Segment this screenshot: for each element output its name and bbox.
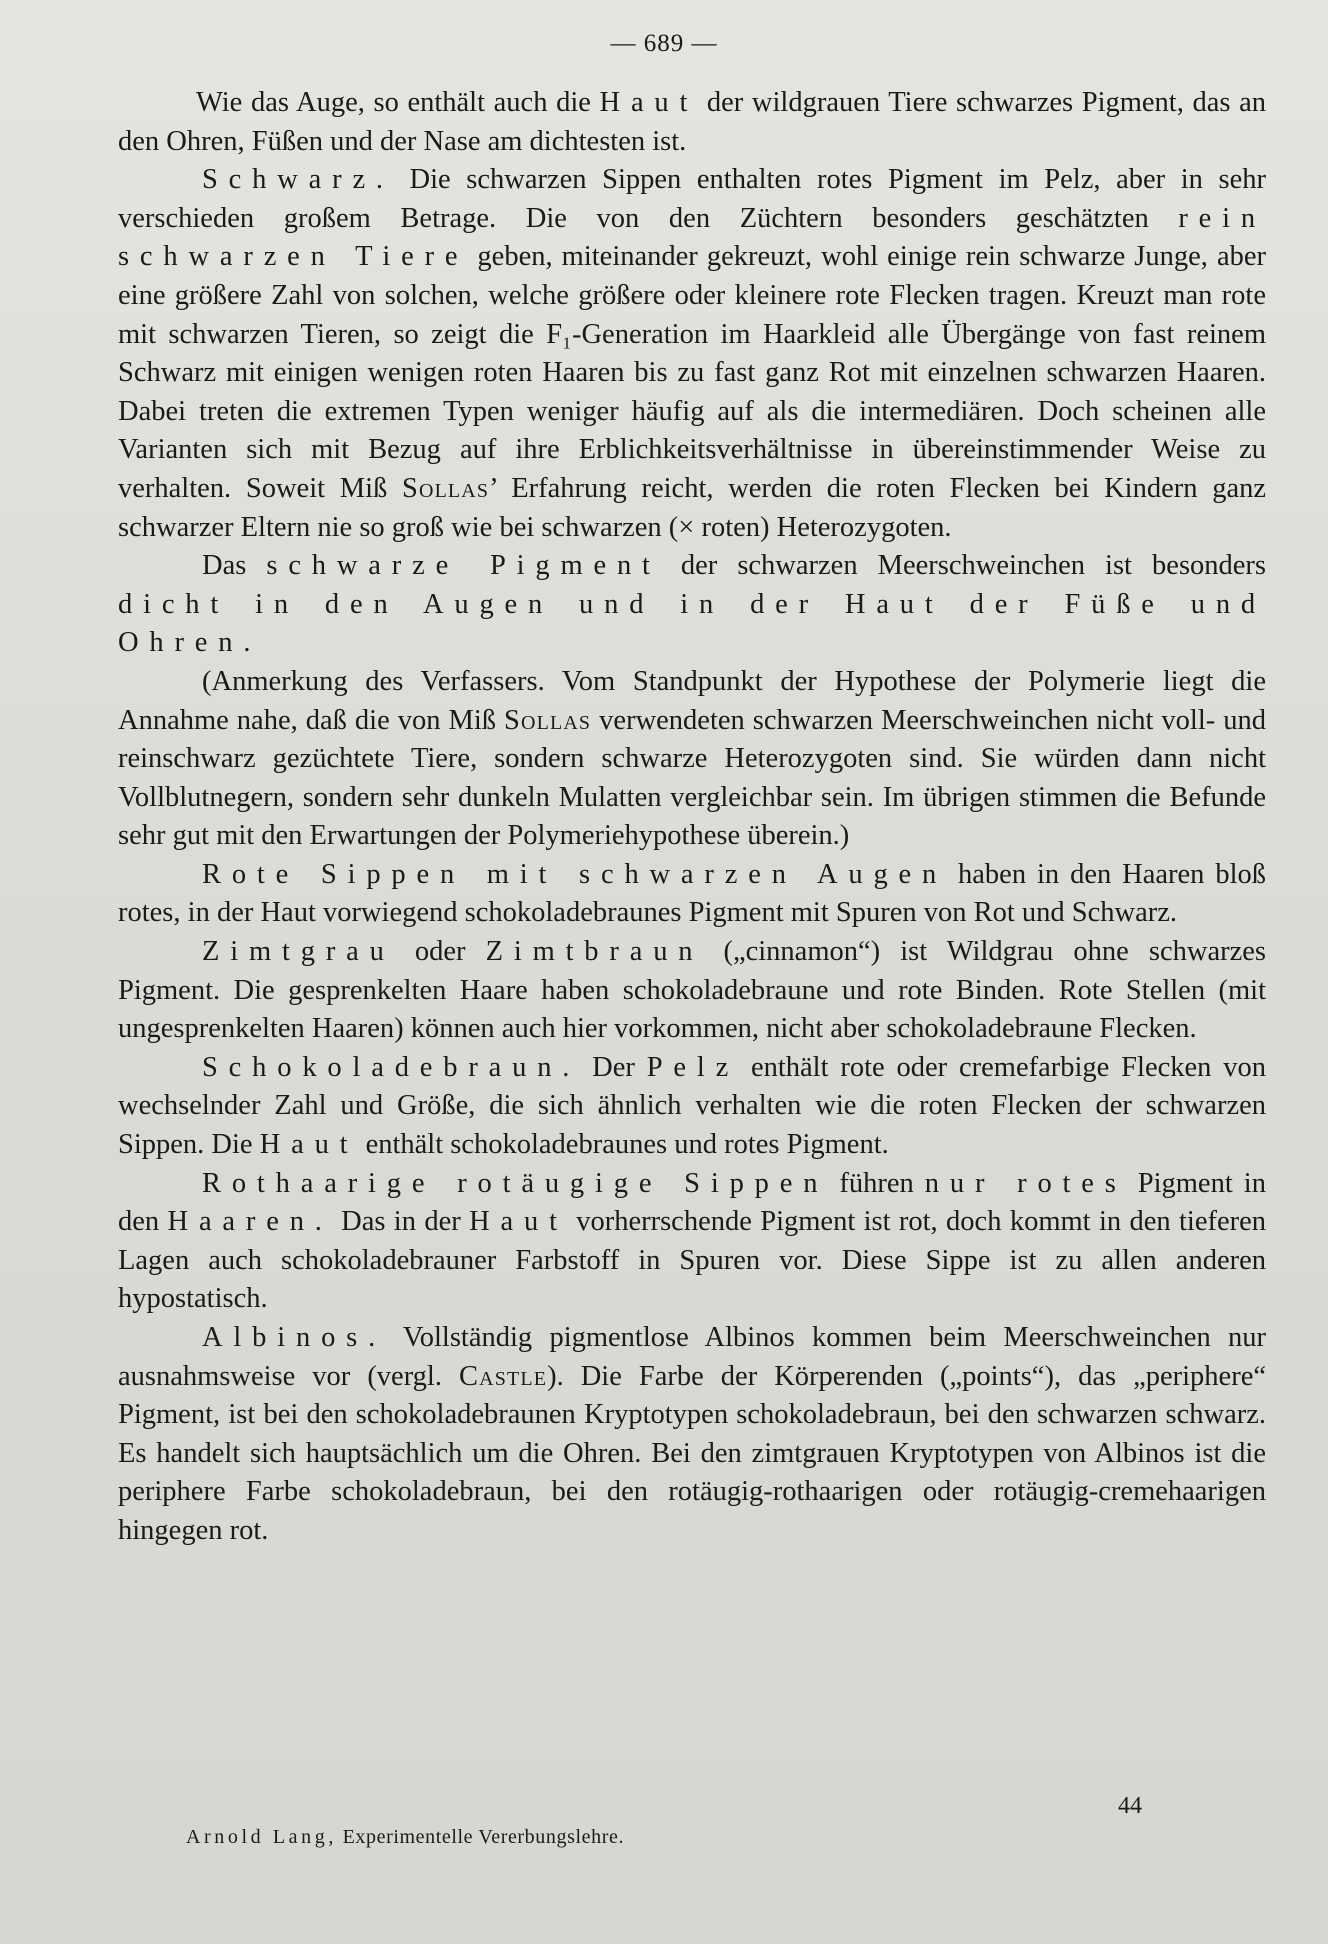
emphasized-text: Haut [259, 1129, 359, 1161]
emphasized-text: rein schwarzen Tiere [118, 202, 1266, 273]
emphasized-text: Pelz [646, 1051, 740, 1083]
paragraph-zimtgrau [118, 933, 1266, 1049]
emphasized-text: Schokoladebraun. [202, 1051, 581, 1083]
author-name: Castle [459, 1360, 548, 1392]
text-run: (Anmerkung des Verfassers. Vom Standpunkt der Hypothese der Polymerie liegt die Annahme nahe, daß die von Miß [118, 665, 1266, 736]
emphasized-text: Haaren. [167, 1206, 333, 1238]
text-run: Vollständig pigmentlose Albinos kommen beim Meerschweinchen nur ausnahmsweise vor (vergl. [118, 1322, 1266, 1392]
paragraph-anmerkung [118, 663, 1266, 856]
text-run: haben in den Haaren bloß rotes, in der Haut vorwiegend schokoladebraunes Pigment mit Spuren von Rot und Schwarz. [118, 858, 1267, 929]
emphasized-text: Zimtbraun [485, 936, 704, 968]
emphasized-text: Rothaarige rotäugige Sippen [202, 1167, 829, 1199]
text-run: Pigment in den [118, 1167, 1266, 1238]
paragraph-schwarz [118, 161, 1266, 547]
emphasized-text: Zimtgrau [202, 936, 395, 968]
paragraph-albinos [118, 1319, 1266, 1551]
text-run: Wie das Auge, so enthält auch die [196, 87, 600, 118]
emphasized-text: Haut [469, 1206, 568, 1238]
emphasized-text: nur rotes [924, 1167, 1127, 1199]
text-run: enthält rote oder cremefarbige Flecken von wechselnder Zahl und Größe, die sich ähnlich verhalten wie die roten Flecken der schwarzen Sippen. Die [118, 1051, 1266, 1161]
footer-title: Experimentelle Vererbungslehre. [342, 1826, 625, 1848]
text-run: oder [394, 936, 486, 968]
emphasized-text: schwarze Pigment [266, 550, 661, 582]
emphasized-text: Haut [599, 87, 699, 118]
emphasized-text: Schwarz. [202, 164, 394, 196]
text-run: Das [202, 550, 267, 582]
emphasized-text: dicht in den Augen und in der Haut der Füße und Ohren. [118, 588, 1266, 659]
text-run: Die schwarzen Sippen enthalten rotes Pigment im Pelz, aber in sehr verschieden großem Betrage. Die von den Züchtern besonders geschätzten [118, 164, 1266, 234]
text-run: der schwarzen Meerschweinchen ist besonders [660, 550, 1267, 582]
text-run: vorherrschende Pigment ist rot, doch kommt in den tieferen Lagen auch schokoladebrauner Farbstoff in Spuren vor. Diese Sippe ist zu allen anderen hypostatisch. [118, 1206, 1267, 1315]
text-run: führen [828, 1167, 925, 1199]
text-run: ). Die Farbe der Körperenden („points“), das „periphere“ Pigment, ist bei den schokoladebraunen Kryptotypen schokoladebraun, bei den schwarzen schwarz. Es handelt sich hauptsächlich um die Ohren. Bei den zimtgrauen Kryptotypen von Albinos ist die periphere Farbe schokoladebraun, bei den rotäugig-rothaarigen oder rotäugig-cremehaarigen hingegen rot. [118, 1360, 1266, 1546]
paragraph-haut-wildgrau [118, 84, 1266, 161]
emphasized-text: Rote Sippen mit schwarzen Augen [202, 858, 948, 890]
author-name: Sollas [402, 472, 490, 504]
paragraph-schokoladebraun [118, 1049, 1266, 1165]
paragraph-schwarze-pigment [118, 547, 1266, 663]
page-number: — 689 — [610, 30, 718, 57]
text-run: ’ Erfahrung reicht, werden die roten Flecken bei Kindern ganz schwarzer Eltern nie so groß wie bei schwarzen (× roten) Heterozygoten. [118, 472, 1266, 543]
text-run: („cinnamon“) ist Wildgrau ohne schwarzes Pigment. Die gesprenkelten Haare haben schokoladebraune und rote Binden. Rote Stellen (mit ungesprenkelten Haaren) können auch hier vorkommen, nicht aber schokoladebraune Flecken. [118, 936, 1266, 1045]
footer-author: Arnold Lang, [186, 1826, 337, 1848]
author-name: Sollas [504, 704, 592, 736]
text-run: verwendeten schwarzen Meerschweinchen nicht voll- und reinschwarz gezüchtete Tiere, sondern schwarze Heterozygoten sind. Sie würden dann nicht Vollblutnegern, sondern sehr dunkeln Mulatten vergleichbar sein. Im übrigen stimmen die Befunde sehr gut mit den Erwartungen der Polymeriehypothese überein.) [118, 704, 1266, 852]
text-run: Das in der [332, 1206, 470, 1238]
text-run: der wildgrauen Tiere schwarzes Pigment, das an den Ohren, Füßen und der Nase am dichtesten ist. [118, 87, 1266, 157]
emphasized-text: Albinos. [202, 1322, 387, 1353]
paragraph-rothaarige [118, 1165, 1266, 1319]
footer-book-title [186, 1826, 624, 1849]
text-run: enthält schokoladebraunes und rotes Pigment. [358, 1129, 889, 1161]
body-text [118, 84, 1266, 1551]
signature-mark: 44 [1118, 1793, 1142, 1819]
text-run: Der [580, 1051, 647, 1083]
paragraph-rote-sippen [118, 856, 1266, 933]
text-run: geben, miteinander gekreuzt, wohl einige rein schwarze Junge, aber eine größere Zahl von solchen, welche größere oder kleinere rote Flecken tragen. Kreuzt man rote mit schwarzen Tieren, so zeigt die F₁-Generation im Haarkleid alle Übergänge von fast reinem Schwarz mit einigen wenigen roten Haaren bis zu fast ganz Rot mit einzelnen schwarzen Haaren. Dabei treten die extremen Typen weniger häufig auf als die intermediären. Doch scheinen alle Varianten sich mit Bezug auf ihre Erblichkeitsverhältnisse in übereinstimmender Weise zu verhalten. Soweit Miß [118, 241, 1266, 504]
